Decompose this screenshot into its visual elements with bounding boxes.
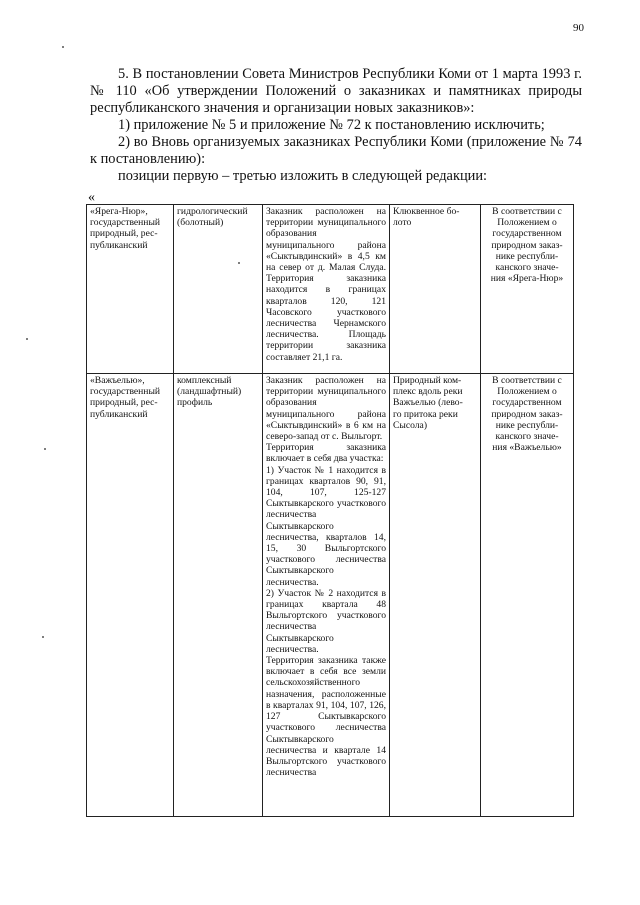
- reserve-object: Клюквенное бо- лото: [393, 206, 460, 229]
- reserve-description-cell: [263, 205, 390, 374]
- table-row: [87, 205, 574, 374]
- reserve-object-cell: [390, 205, 481, 374]
- opening-quote: «: [88, 190, 95, 205]
- reserve-name-cell: [87, 374, 174, 817]
- scan-speck: [238, 262, 240, 264]
- reserve-profile: гидрологический (болотный): [177, 206, 248, 229]
- paragraph-positions: позиции первую – третью изложить в следующей редакции:: [118, 168, 488, 184]
- reserve-name-cell: [87, 205, 174, 374]
- reserve-object-cell: [390, 374, 481, 817]
- reserve-object: Природный ком- плекс вдоль реки Важъелью (лево- го притока реки Сысола): [393, 375, 463, 431]
- reserve-description: Заказник расположен на территории муниципального образования муниципального района «Сыктывдинский» в 4,5 км на север от д. Малая Слуда. Территория заказника находится в границах кварталов 120, 121 Часовского участкового лесничества Чернамского лесничества. Площадь территории заказника составляет 21,1 га.: [266, 206, 386, 363]
- reserve-profile-cell: [174, 205, 263, 374]
- reserve-name: «Важъелью», государственный природный, рес- публиканский: [90, 375, 161, 420]
- paragraph-item-2: 2) во Вновь организуемых заказниках Республики Коми (приложение № 74 к постановлению):: [90, 134, 582, 167]
- reserve-description: Заказник расположен на территории муниципального образования муниципального района «Сыктывдинский» в 6 км на северо-запад от с. Выльгорт. Территория заказника включает в себя два участка: 1) Участок № 1 находится в границах кварталов 90, 91, 104, 107, 125-127 Сыктывкарского участкового лесничества Сыктывкарского лесничества, кварталов 14, 15, 30 Выльгортского участкового лесничества Сыктывкарского лесничества. 2) Участок № 2 находится в границах квартала 48 Выльгортского участкового лесничества Сыктывкарского лесничества. Территория заказника также включает в себя все земли сельскохозяйственного назначения, расположенные в кварталах 91, 104, 107, 126, 127 Сыктывкарского участкового лесничества Сыктывкарского лесничества и квартале 14 Выльгортского участкового лесничества: [266, 375, 386, 779]
- reserve-name: «Ярега-Нюр», государственный природный, рес- публиканский: [90, 206, 161, 251]
- page-number: 90: [573, 22, 584, 34]
- reserve-profile-cell: [174, 374, 263, 817]
- reserve-basis-cell: [481, 374, 574, 817]
- reserve-profile: комплексный (ландшафтный) профиль: [177, 375, 242, 409]
- scan-speck: [42, 636, 44, 638]
- document-body: [90, 66, 582, 185]
- paragraph-item-1: 1) приложение № 5 и приложение № 72 к постановлению исключить;: [118, 117, 545, 133]
- reserve-basis: В соответствии с Положением о государственном природном заказ- нике республи- канского значе- ния «Ярега-Нюр»: [490, 206, 564, 285]
- scan-speck: [26, 338, 28, 340]
- reserves-table: [86, 204, 574, 817]
- reserve-basis-cell: [481, 205, 574, 374]
- table-row: [87, 374, 574, 817]
- scan-speck: [44, 448, 46, 450]
- reserve-description-cell: [263, 374, 390, 817]
- scan-speck: [62, 46, 64, 48]
- paragraph-amendment: 5. В постановлении Совета Министров Республики Коми от 1 марта 1993 г. № 110 «Об утверждении Положений о заказниках и памятниках природы республиканского значения и организации новых заказников»:: [90, 66, 582, 116]
- reserve-basis: В соответствии с Положением о государственном природном заказ- нике республи- канского значе- ния «Важъелью»: [491, 375, 563, 454]
